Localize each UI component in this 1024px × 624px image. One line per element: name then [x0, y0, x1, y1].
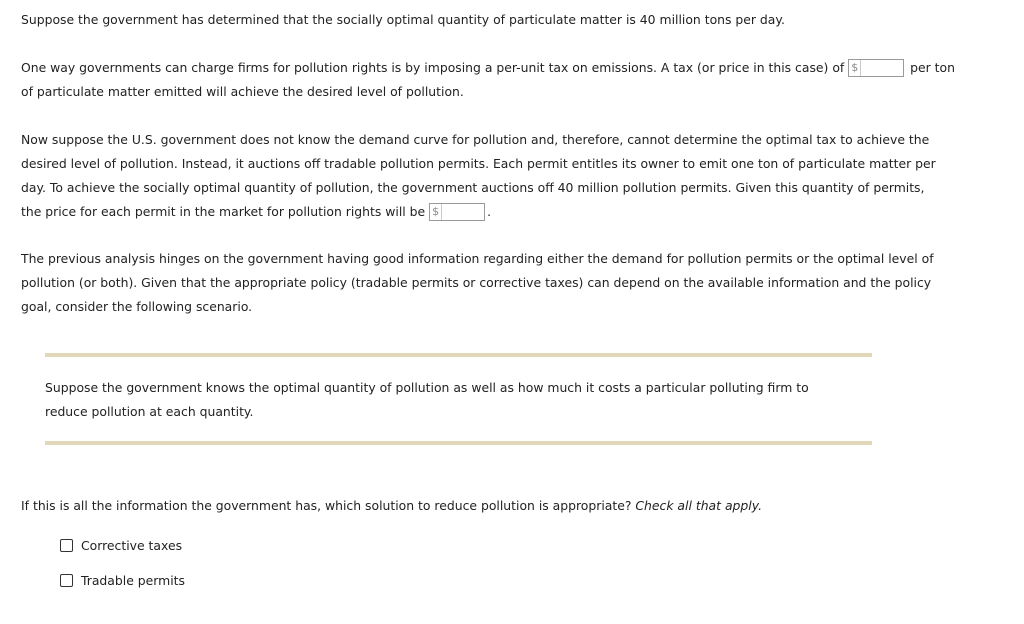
permit-price-input[interactable] [442, 204, 486, 220]
permits-text-after: . [487, 204, 492, 219]
analysis-paragraph: The previous analysis hinges on the government having good information regarding either the demand for pollution permits or the optimal level of pollution (or both). Given that the appropriate policy (tradable permits or corrective taxes) can depend on the available information and the policy goal, consider the following scenario. [21, 251, 934, 314]
permits-text-before: Now suppose the U.S. government does not know the demand curve for pollution and, therefore, cannot determine the optimal tax to achieve the desired level of pollution. Instead, it auctions off tradable pollution permits. Each permit entitles its owner to emit one ton of particulate matter per day. To achieve the socially optimal quantity of pollution, the government auctions off 40 million pollution permits. Given this quantity of permits, the price for each permit in the market for pollution rights will be [21, 132, 936, 219]
scenario-divider-top [45, 353, 872, 357]
option-label: Corrective taxes [81, 538, 183, 553]
permit-price-field[interactable] [429, 203, 485, 221]
tax-amount-field[interactable] [848, 59, 904, 77]
question-instruction: Check all that apply. [635, 498, 763, 513]
tax-text-before: One way governments can charge firms for pollution rights is by imposing a per-unit tax on emissions. A tax (or price in this case) of [21, 60, 849, 75]
option-tradable-permits[interactable] [60, 573, 185, 588]
tax-text-line2: of particulate matter emitted will achieve the desired level of pollution. [21, 84, 464, 99]
option-label: Tradable permits [81, 573, 185, 588]
question-text [21, 494, 762, 518]
dollar-sign: $ [432, 204, 442, 220]
tax-text-after: per ton [906, 60, 955, 75]
checkbox-corrective-taxes[interactable] [60, 539, 73, 552]
dollar-sign: $ [851, 60, 861, 76]
checkbox-tradable-permits[interactable] [60, 574, 73, 587]
scenario-divider-bottom [45, 441, 872, 445]
tax-paragraph [21, 56, 956, 104]
question-prompt: If this is all the information the government has, which solution to reduce pollution is appropriate? [21, 498, 636, 513]
intro-paragraph: Suppose the government has determined that the socially optimal quantity of particulate matter is 40 million tons per day. [21, 12, 785, 27]
tax-amount-input[interactable] [861, 60, 905, 76]
permits-paragraph [21, 128, 936, 224]
option-corrective-taxes[interactable] [60, 538, 182, 553]
scenario-text: Suppose the government knows the optimal quantity of pollution as well as how much it costs a particular polluting firm to reduce pollution at each quantity. [45, 380, 809, 419]
